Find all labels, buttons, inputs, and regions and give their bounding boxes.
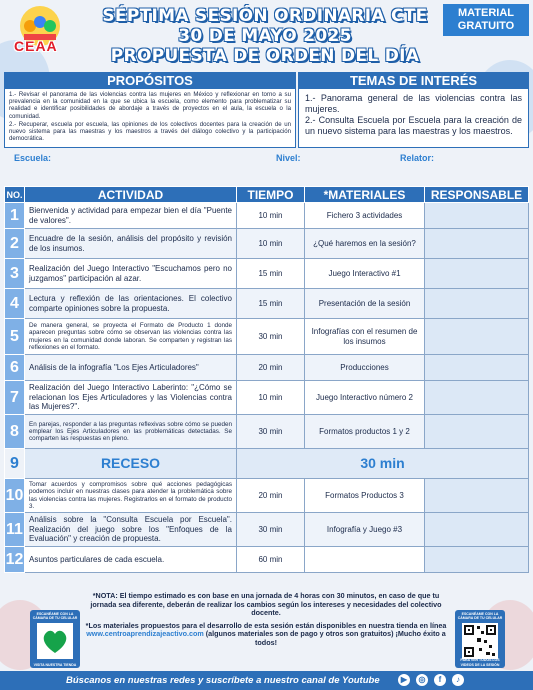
time-cell: 30 min bbox=[237, 319, 305, 355]
responsible-cell[interactable] bbox=[425, 229, 529, 259]
responsible-cell[interactable] bbox=[425, 513, 529, 547]
activity-cell: En parejas, responder a las preguntas reflexivas sobre cómo se pueden emplear los Ejes Articuladores en las problemáticas detectadas. Se comparten las respuestas en pleno. bbox=[25, 415, 237, 449]
materials-cell: Formatos productos 1 y 2 bbox=[305, 415, 425, 449]
responsible-cell[interactable] bbox=[425, 289, 529, 319]
qr-caption: PARA VER TODOS LOS VIDEOS DE LA SESIÓN bbox=[460, 658, 500, 667]
free-material-badge bbox=[443, 4, 529, 36]
interest-item: 2.- Consulta Escuela por Escuela para la creación de un nuevo sistema para las maestras y los maestros. bbox=[305, 115, 522, 136]
column-header-activity: ACTIVIDAD bbox=[25, 187, 237, 203]
materials-cell bbox=[305, 547, 425, 573]
materials-cell: Infografía y Juego #3 bbox=[305, 513, 425, 547]
badge-line-2: GRATUITO bbox=[457, 20, 515, 32]
materials-cell: ¿Qué haremos en la sesión? bbox=[305, 229, 425, 259]
qr-caption: ESCANÉAME CON LA CÁMARA DE TU CELULAR bbox=[32, 612, 78, 621]
activity-cell: Lectura y reflexión de las orientaciones. El colectivo comparte opiniones sobre la propuesta. bbox=[25, 289, 237, 319]
recess-label: RECESO bbox=[25, 449, 237, 479]
responsible-cell[interactable] bbox=[425, 259, 529, 289]
notes bbox=[80, 592, 452, 648]
agenda-table bbox=[4, 186, 529, 573]
time-cell: 60 min bbox=[237, 547, 305, 573]
responsible-cell[interactable] bbox=[425, 381, 529, 415]
instagram-icon[interactable]: ◎ bbox=[416, 674, 428, 686]
time-cell: 15 min bbox=[237, 289, 305, 319]
materials-cell: Formatos Productos 3 bbox=[305, 479, 425, 513]
activity-cell: Encuadre de la sesión, análisis del propósito y revisión de los insumos. bbox=[25, 229, 237, 259]
column-header-responsible: RESPONSABLE bbox=[425, 187, 529, 203]
table-row bbox=[5, 259, 529, 289]
time-cell: 10 min bbox=[237, 229, 305, 259]
qr-caption: ESCANÉAME CON LA CÁMARA DE TU CELULAR bbox=[457, 612, 503, 621]
column-header-time: TIEMPO bbox=[237, 187, 305, 203]
responsible-cell[interactable] bbox=[425, 479, 529, 513]
table-row bbox=[5, 381, 529, 415]
activity-cell: Bienvenida y actividad para empezar bien el día "Puente de valores". bbox=[25, 203, 237, 229]
activity-cell: Realización del Juego Interactivo Laberinto: "¿Cómo se relacionan los Ejes Articuladores y las Violencias contra las Mujeres?". bbox=[25, 381, 237, 415]
row-number: 7 bbox=[5, 381, 25, 415]
row-number: 8 bbox=[5, 415, 25, 449]
purpose-item: 2.- Recuperar, escuela por escuela, las opiniones de los colectivos docentes para la creación de un nuevo sistema para las maestras y los maestros a través del diálogo colectivo y la participación democrática. bbox=[9, 120, 291, 143]
logo bbox=[6, 4, 74, 66]
row-number: 11 bbox=[5, 513, 25, 547]
note-materials-text: (algunos materiales son de pago y otros son gratuitos) ¡Mucho éxito a todos! bbox=[203, 629, 446, 647]
materials-cell: Juego Interactivo número 2 bbox=[305, 381, 425, 415]
activity-cell: Análisis sobre la "Consulta Escuela por Escuela". Realización del juego sobre los "Enfoques de la Evaluación" y creación de propuesta. bbox=[25, 513, 237, 547]
row-number: 5 bbox=[5, 319, 25, 355]
row-number: 9 bbox=[5, 449, 25, 479]
footer-text: Búscanos en nuestras redes y suscríbete a nuestro canal de Youtube bbox=[66, 675, 380, 686]
footer bbox=[0, 671, 533, 690]
badge-line-1: MATERIAL bbox=[457, 7, 514, 19]
level-label: Nivel: bbox=[276, 153, 301, 163]
note-time: *NOTA: El tiempo estimado es con base en una jornada de 4 horas con 30 minutos, en caso de que tu jornada sea diferente, deberán de realizar los cambios según los intereses y necesidades del colectivo docente. bbox=[90, 591, 442, 618]
column-header-materials: *MATERIALES bbox=[305, 187, 425, 203]
time-cell: 30 min bbox=[237, 415, 305, 449]
recess-row bbox=[5, 449, 529, 479]
activity-cell: De manera general, se proyecta el Formato de Producto 1 donde aparecen preguntas sobre cómo se observan las violencias contra las mujeres en la comunidad donde laboran. Se comparten y registran las reflexiones en el formato. bbox=[25, 319, 237, 355]
time-cell: 10 min bbox=[237, 381, 305, 415]
responsible-cell[interactable] bbox=[425, 415, 529, 449]
materials-cell: Infografías con el resumen de los insumos bbox=[305, 319, 425, 355]
title-line-3: PROPUESTA DE ORDEN DEL DÍA bbox=[110, 46, 420, 66]
row-number: 6 bbox=[5, 355, 25, 381]
note-materials bbox=[80, 622, 452, 648]
time-cell: 15 min bbox=[237, 259, 305, 289]
responsible-cell[interactable] bbox=[425, 319, 529, 355]
interests-body bbox=[299, 89, 528, 141]
page-title bbox=[90, 6, 440, 66]
materials-cell: Juego Interactivo #1 bbox=[305, 259, 425, 289]
youtube-icon[interactable]: ▶ bbox=[398, 674, 410, 686]
table-row bbox=[5, 547, 529, 573]
reporter-label: Relator: bbox=[400, 153, 435, 163]
responsible-cell[interactable] bbox=[425, 355, 529, 381]
column-header-no: NO. bbox=[5, 187, 25, 203]
title-line-2: 30 DE MAYO 2025 bbox=[178, 26, 352, 46]
activity-cell: Análisis de la infografía "Los Ejes Articuladores" bbox=[25, 355, 237, 381]
activity-cell: Asuntos particulares de cada escuela. bbox=[25, 547, 237, 573]
table-row bbox=[5, 355, 529, 381]
table-row bbox=[5, 203, 529, 229]
table-row bbox=[5, 289, 529, 319]
table-row bbox=[5, 479, 529, 513]
materials-cell: Fichero 3 actividades bbox=[305, 203, 425, 229]
interest-item: 1.- Panorama general de las violencias contra las mujeres. bbox=[305, 93, 522, 114]
activity-cell: Tomar acuerdos y compromisos sobre qué acciones pedagógicas podemos incluir en nuestras clases para atender la problemática sobre las violencias contra las mujeres. Registrarlos en el formato de producto 3. bbox=[25, 479, 237, 513]
facebook-icon[interactable]: f bbox=[434, 674, 446, 686]
row-number: 3 bbox=[5, 259, 25, 289]
logo-text: CEAA bbox=[14, 38, 58, 54]
qr-caption: VISITA NUESTRA TIENDA bbox=[33, 662, 77, 667]
qr-store[interactable] bbox=[30, 610, 80, 668]
table-header-row bbox=[5, 187, 529, 203]
interests-heading: TEMAS DE INTERÉS bbox=[299, 73, 528, 89]
row-number: 4 bbox=[5, 289, 25, 319]
purposes-panel bbox=[4, 72, 296, 148]
store-link[interactable]: www.centroaprendizajeactivo.com bbox=[86, 629, 204, 639]
materials-cell: Producciones bbox=[305, 355, 425, 381]
tiktok-icon[interactable]: ♪ bbox=[452, 674, 464, 686]
purposes-heading: PROPÓSITOS bbox=[5, 73, 295, 89]
interests-panel bbox=[298, 72, 529, 148]
note-materials-text: *Los materiales propuestos para el desarrollo de esta sesión están disponibles en nuestra tienda en línea bbox=[85, 620, 447, 630]
table-row bbox=[5, 229, 529, 259]
time-cell: 10 min bbox=[237, 203, 305, 229]
responsible-cell[interactable] bbox=[425, 547, 529, 573]
recess-time: 30 min bbox=[237, 449, 529, 479]
table-row bbox=[5, 319, 529, 355]
school-label: Escuela: bbox=[14, 153, 52, 163]
meta-row bbox=[0, 150, 533, 166]
qr-code-icon bbox=[37, 623, 73, 659]
materials-cell: Presentación de la sesión bbox=[305, 289, 425, 319]
row-number: 10 bbox=[5, 479, 25, 513]
row-number: 12 bbox=[5, 547, 25, 573]
row-number: 2 bbox=[5, 229, 25, 259]
table-row bbox=[5, 513, 529, 547]
purpose-item: 1.- Revisar el panorama de las violencias contra las mujeres en México y reflexionar en torno a su prevalencia en la comunidad en la que se ubica la escuela, como elemento para problematizar su realidad e identificar posibilidades de abordaje a través de proyectos en el aula, la escuela o la comunidad. bbox=[9, 91, 291, 120]
qr-videos[interactable] bbox=[455, 610, 505, 668]
activity-cell: Realización del Juego Interactivo "Escuchamos pero no juzgamos" participación al azar. bbox=[25, 259, 237, 289]
header bbox=[0, 0, 533, 72]
row-number: 1 bbox=[5, 203, 25, 229]
title-line-1: SÉPTIMA SESIÓN ORDINARIA CTE bbox=[102, 6, 428, 26]
responsible-cell[interactable] bbox=[425, 203, 529, 229]
table-row bbox=[5, 415, 529, 449]
time-cell: 30 min bbox=[237, 513, 305, 547]
purposes-body bbox=[5, 89, 295, 145]
time-cell: 20 min bbox=[237, 479, 305, 513]
qr-code-icon bbox=[462, 623, 498, 659]
time-cell: 20 min bbox=[237, 355, 305, 381]
